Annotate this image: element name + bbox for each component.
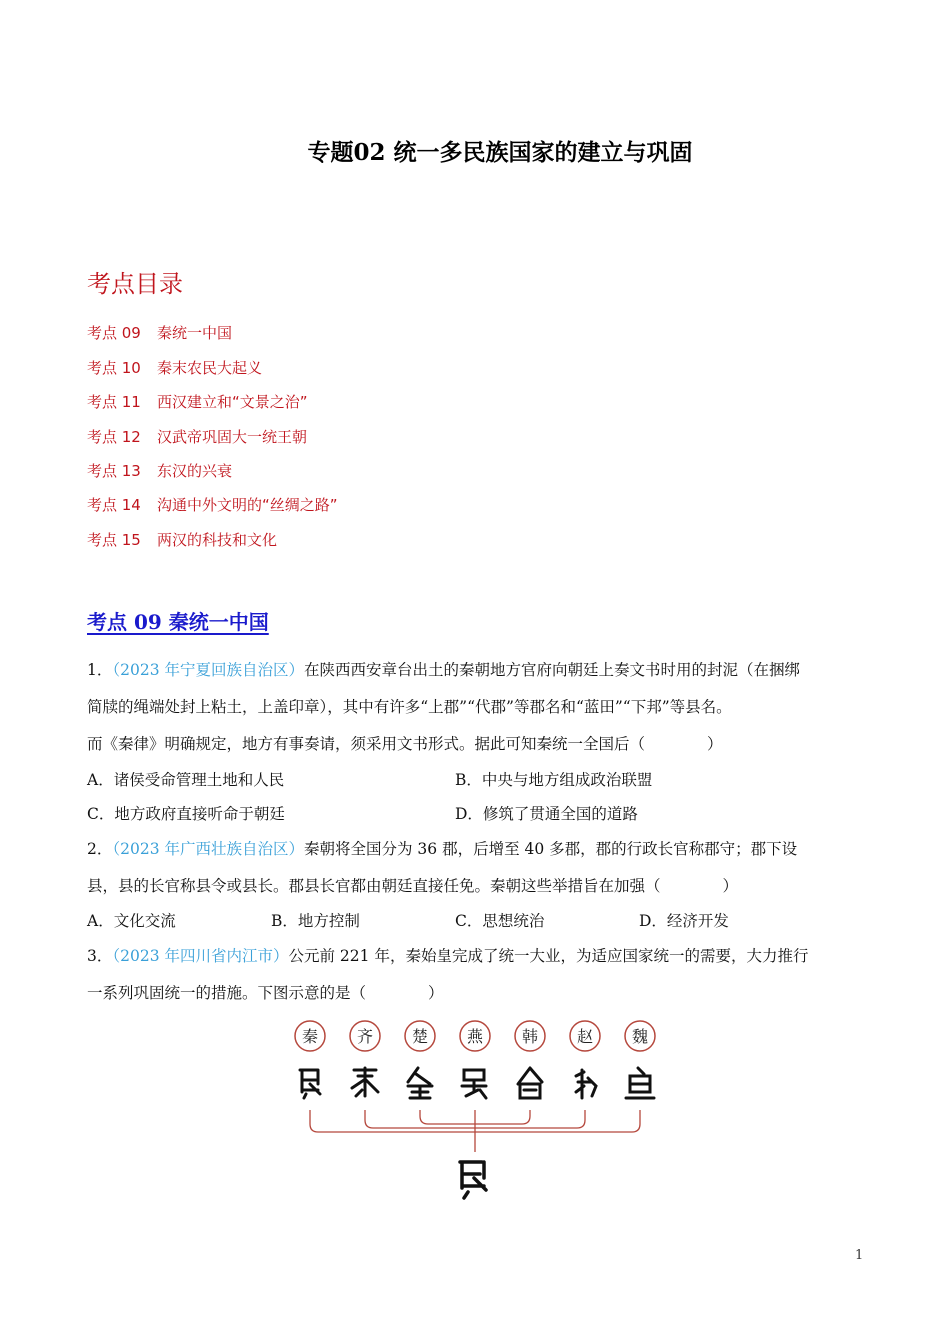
state-circle-qi <box>350 1021 380 1051</box>
question-text: 秦朝将全国分为 36 郡，后增至 40 多郡，郡的行政长官称郡守；郡下设 <box>304 840 798 858</box>
toc-item-label: 秦统一中国 <box>157 324 233 342</box>
toc-item-11[interactable] <box>87 391 308 412</box>
toc-item-code: 考点 14 <box>87 496 141 514</box>
toc-item-code: 考点 13 <box>87 462 141 480</box>
state-circle-qin <box>295 1021 325 1051</box>
toc-item-label: 东汉的兴衰 <box>157 462 233 480</box>
question-1-line-1 <box>87 660 867 680</box>
question-3-line-2: 一系列巩固统一的措施。下图示意的是（ ） <box>87 984 444 1002</box>
ancient-glyphs <box>300 1068 654 1098</box>
glyph-yan <box>462 1070 486 1098</box>
toc-item-label: 秦末农民大起义 <box>157 359 263 377</box>
question-2-line-1 <box>87 839 867 859</box>
toc-item-code: 考点 09 <box>87 324 141 342</box>
toc-item-label: 两汉的科技和文化 <box>157 531 278 549</box>
question-2-line-2: 县，县的长官称县令或县长。郡县长官都由朝廷直接任免。秦朝这些举措旨在加强（ ） <box>87 877 739 895</box>
toc-item-label: 西汉建立和“文景之治” <box>157 393 308 411</box>
script-unification-figure <box>280 1012 670 1208</box>
state-circle-yan <box>460 1021 490 1051</box>
toc-item-10[interactable] <box>87 357 262 378</box>
question-1-line-3: 而《秦律》明确规定，地方有事奏请，须采用文书形式。据此可知秦统一全国后（ ） <box>87 735 723 753</box>
state-label: 赵 <box>576 1027 594 1046</box>
question-text: 在陕西西安章台出土的秦朝地方官府向朝廷上奏文书时用的封泥（在捆绑 <box>304 661 801 679</box>
section-heading[interactable]: 考点 09 秦统一中国 <box>87 610 269 634</box>
option-d[interactable]: D．经济开发 <box>639 912 729 930</box>
question-3-line-1 <box>87 946 867 966</box>
state-circle-wei <box>625 1021 655 1051</box>
option-c[interactable]: C．地方政府直接听命于朝廷 <box>87 805 285 823</box>
glyph-zhao <box>576 1070 596 1098</box>
glyph-wei <box>626 1068 654 1098</box>
state-label: 燕 <box>466 1027 484 1046</box>
glyph-han <box>518 1068 542 1098</box>
option-a[interactable]: A．文化交流 <box>87 912 176 930</box>
toc-item-09[interactable] <box>87 322 232 343</box>
question-number: 2． <box>87 840 113 858</box>
state-circle-chu <box>405 1021 435 1051</box>
state-circles <box>295 1021 655 1051</box>
option-b[interactable]: B．地方控制 <box>271 912 360 930</box>
question-number: 1． <box>87 661 113 679</box>
question-number: 3． <box>87 947 113 965</box>
toc-item-13[interactable] <box>87 460 232 481</box>
toc-item-code: 考点 12 <box>87 428 141 446</box>
state-circle-han <box>515 1021 545 1051</box>
state-label: 韩 <box>521 1027 539 1046</box>
state-label: 魏 <box>631 1027 649 1046</box>
toc-heading: 考点目录 <box>87 270 183 298</box>
option-b[interactable]: B．中央与地方组成政治联盟 <box>455 771 653 789</box>
connector-lines <box>310 1110 640 1152</box>
toc-item-label: 沟通中外文明的“丝绸之路” <box>157 496 338 514</box>
toc-item-14[interactable] <box>87 494 338 515</box>
state-circle-zhao <box>570 1021 600 1051</box>
toc-item-12[interactable] <box>87 426 307 447</box>
toc-item-label: 汉武帝巩固大一统王朝 <box>157 428 308 446</box>
glyph-chu <box>408 1068 432 1098</box>
page-title: 专题02 统一多民族国家的建立与巩固 <box>307 139 693 166</box>
question-source: （2023 年四川省内江市） <box>112 947 289 965</box>
page-number: 1 <box>855 1248 864 1263</box>
toc-item-15[interactable] <box>87 529 277 550</box>
question-1-line-2: 简牍的绳端处封上粘土，上盖印章），其中有许多“上郡”“代郡”等郡名和“蓝田”“下邦”等县名。 <box>87 698 732 716</box>
glyph-qin <box>300 1070 320 1098</box>
question-source: （2023 年广西壮族自治区） <box>112 840 304 858</box>
state-label: 齐 <box>356 1027 374 1046</box>
question-source: （2023 年宁夏回族自治区） <box>112 661 304 679</box>
option-c[interactable]: C．思想统治 <box>455 912 545 930</box>
option-d[interactable]: D．修筑了贯通全国的道路 <box>455 805 638 823</box>
state-label: 楚 <box>411 1027 429 1046</box>
question-text: 公元前 221 年，秦始皇完成了统一大业，为适应国家统一的需要，大力推行 <box>288 947 809 965</box>
unified-glyph <box>460 1162 486 1198</box>
toc-item-code: 考点 11 <box>87 393 141 411</box>
toc-item-code: 考点 10 <box>87 359 141 377</box>
glyph-qi <box>352 1068 378 1096</box>
state-label: 秦 <box>301 1027 319 1046</box>
option-a[interactable]: A．诸侯受命管理土地和人民 <box>87 771 285 789</box>
toc-item-code: 考点 15 <box>87 531 141 549</box>
